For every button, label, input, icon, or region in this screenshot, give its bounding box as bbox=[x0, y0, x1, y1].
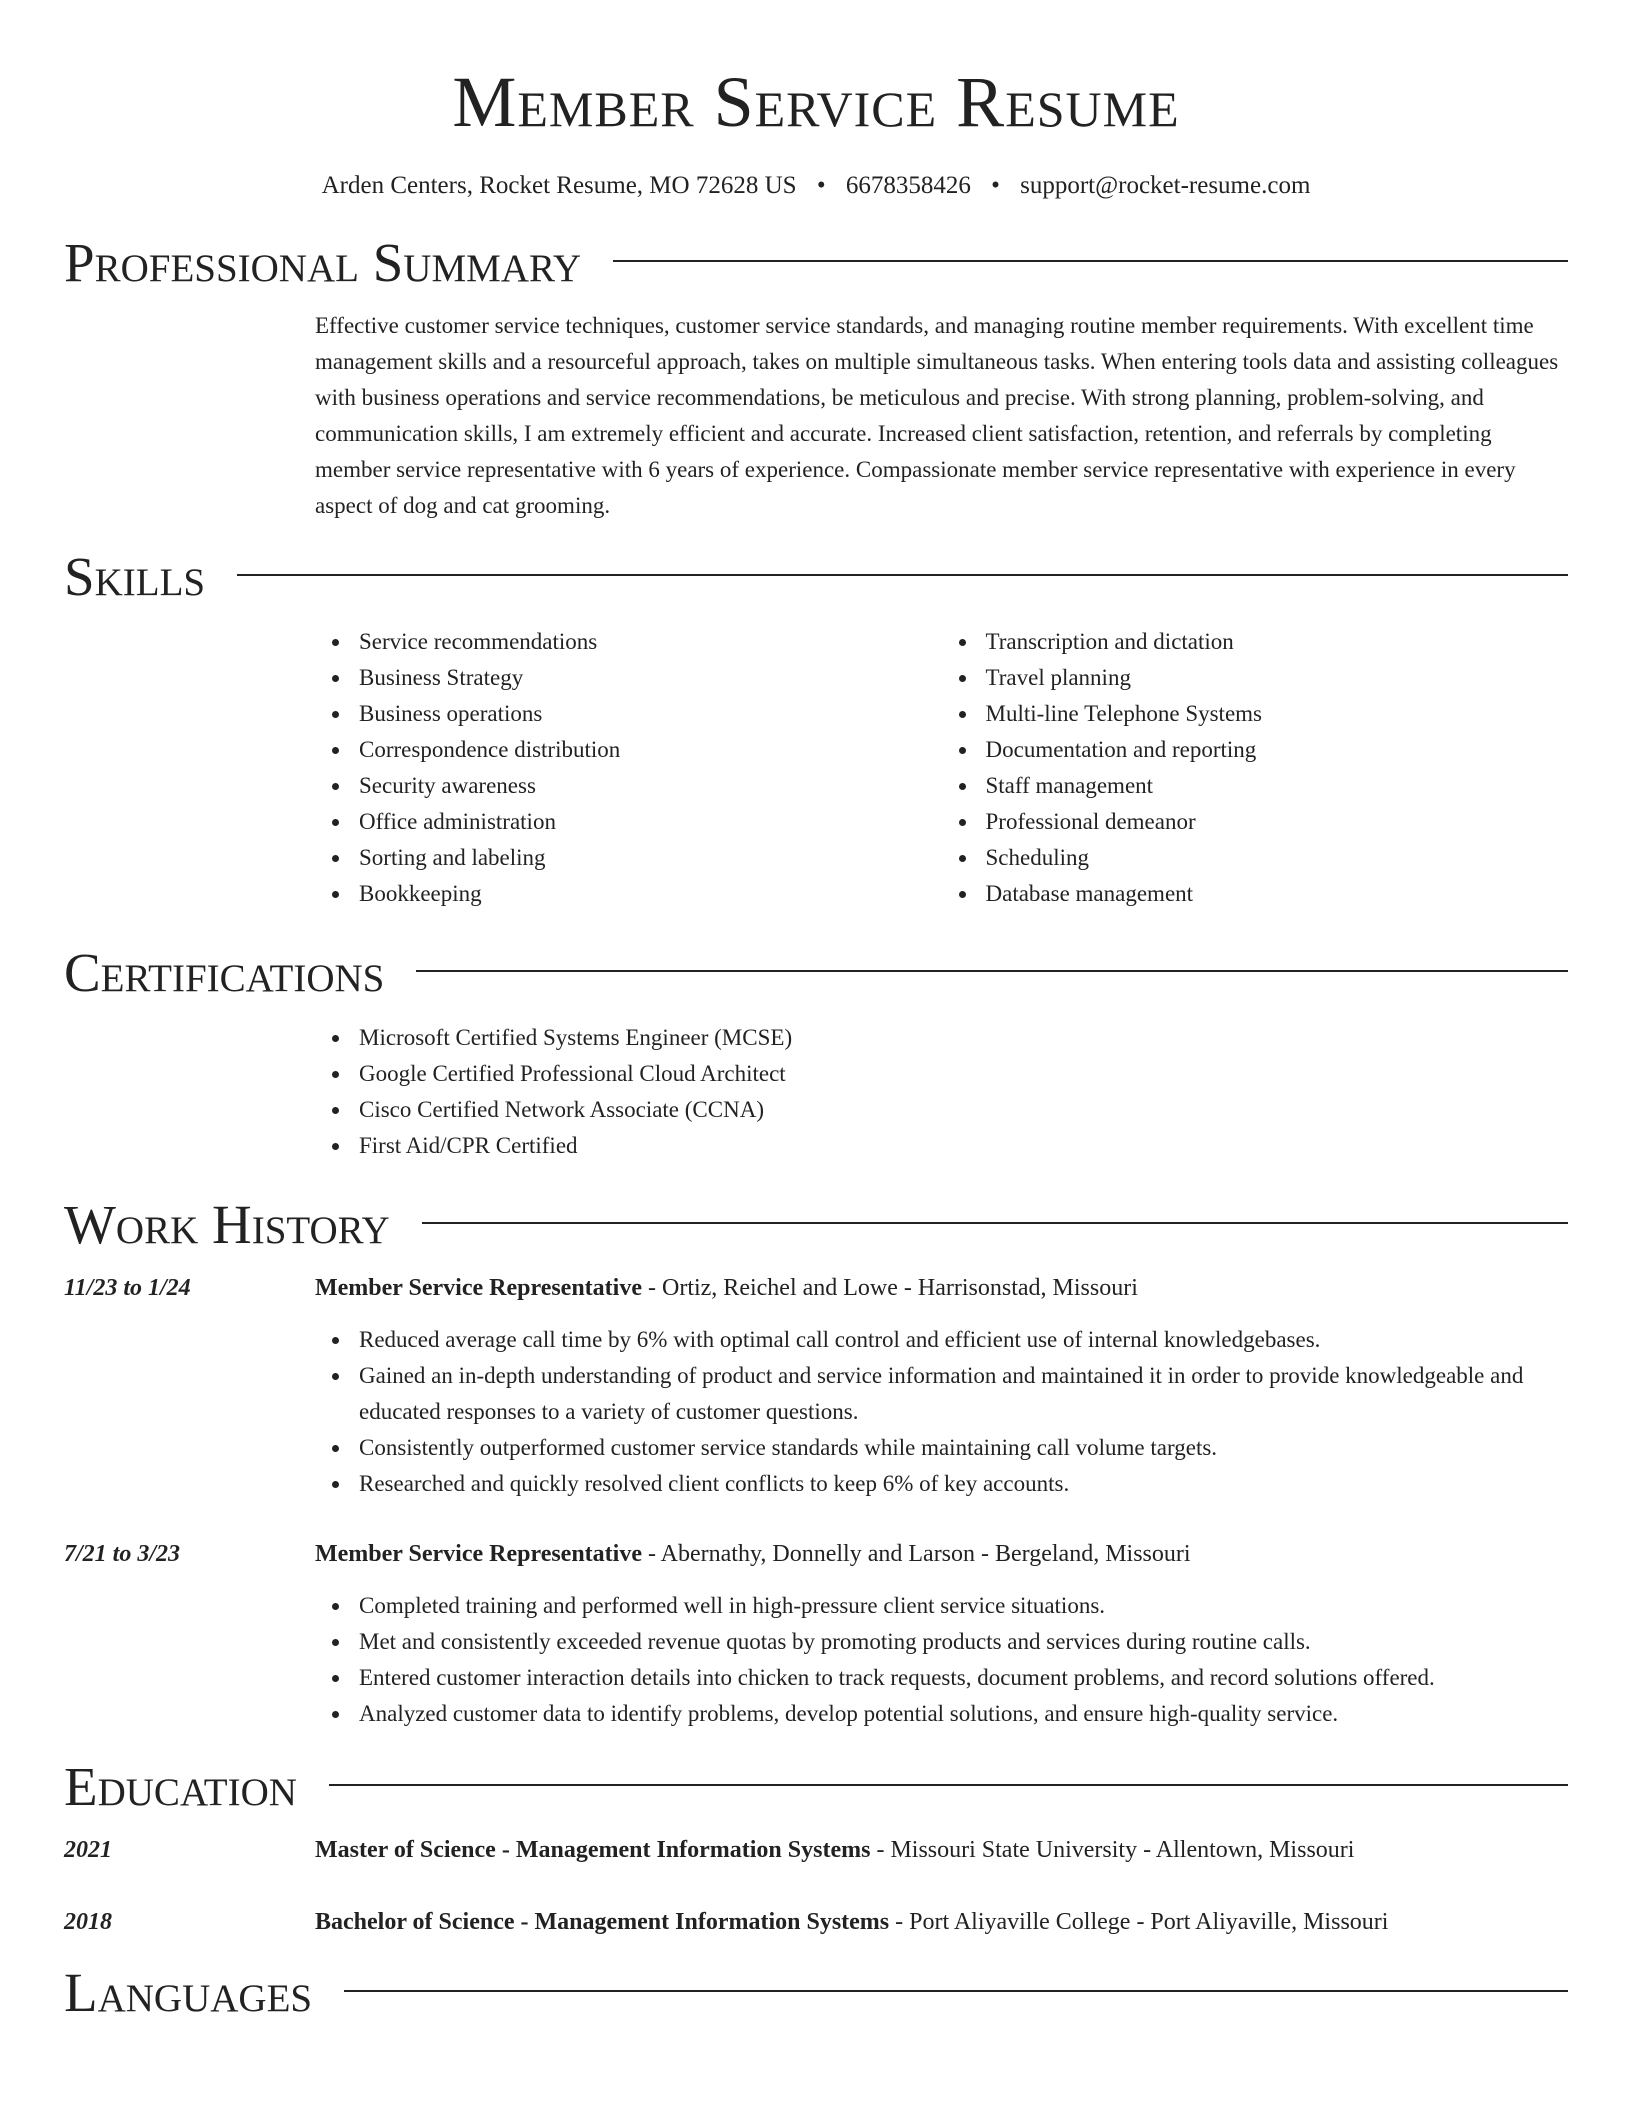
job-bullet: Analyzed customer data to identify problems, develop potential solutions, and ensure high-quality service. bbox=[359, 1696, 1568, 1732]
contact-line bbox=[64, 170, 1568, 202]
contact-address: Arden Centers, Rocket Resume, MO 72628 US bbox=[321, 172, 797, 199]
job-bullet: Met and consistently exceeded revenue quotas by promoting products and services during routine calls. bbox=[359, 1624, 1568, 1660]
job-dates: 11/23 to 1/24 bbox=[64, 1275, 191, 1301]
job-header bbox=[64, 1536, 1568, 1572]
job-entry bbox=[64, 1270, 1568, 1502]
education-detail bbox=[315, 1832, 1354, 1868]
job-employer: - Ortiz, Reichel and Lowe - Harrisonstad, Missouri bbox=[642, 1275, 1138, 1301]
section-divider bbox=[613, 260, 1568, 262]
work-history-list bbox=[64, 1270, 1568, 1732]
skill-item: Staff management bbox=[986, 768, 1569, 804]
skill-item: Professional demeanor bbox=[986, 804, 1569, 840]
job-bullets bbox=[315, 1322, 1568, 1502]
certifications-block bbox=[315, 1020, 1568, 1164]
section-divider bbox=[329, 1784, 1568, 1786]
section-title: Certifications bbox=[64, 942, 385, 1003]
resume-page bbox=[64, 0, 1568, 2024]
section-title: Education bbox=[64, 1756, 297, 1817]
education-degree: Bachelor of Science - Management Information Systems bbox=[315, 1909, 890, 1935]
certification-item: First Aid/CPR Certified bbox=[359, 1128, 1568, 1164]
section-certifications-heading bbox=[64, 942, 1568, 1004]
skill-item: Security awareness bbox=[359, 768, 942, 804]
skill-item: Database management bbox=[986, 876, 1569, 912]
skill-item: Multi-line Telephone Systems bbox=[986, 696, 1569, 732]
job-title-line bbox=[315, 1270, 1138, 1306]
job-bullet: Researched and quickly resolved client conflicts to keep 6% of key accounts. bbox=[359, 1466, 1568, 1502]
education-detail bbox=[315, 1904, 1388, 1940]
skill-item: Correspondence distribution bbox=[359, 732, 942, 768]
section-divider bbox=[416, 970, 1568, 972]
skills-columns bbox=[315, 624, 1568, 912]
job-bullet: Entered customer interaction details into chicken to track requests, document problems, and record solutions offered. bbox=[359, 1660, 1568, 1696]
job-header bbox=[64, 1270, 1568, 1306]
section-work-heading bbox=[64, 1194, 1568, 1256]
contact-separator: • bbox=[816, 172, 826, 199]
job-role: Member Service Representative bbox=[315, 1275, 642, 1301]
contact-email: support@rocket-resume.com bbox=[1020, 172, 1311, 199]
section-title: Skills bbox=[64, 546, 206, 607]
section-summary-heading bbox=[64, 232, 1568, 294]
job-bullet: Completed training and performed well in high-pressure client service situations. bbox=[359, 1588, 1568, 1624]
job-employer: - Abernathy, Donnelly and Larson - Bergeland, Missouri bbox=[642, 1541, 1191, 1567]
education-school: - Missouri State University - Allentown, Missouri bbox=[870, 1837, 1355, 1863]
skill-item: Sorting and labeling bbox=[359, 840, 942, 876]
summary-text: Effective customer service techniques, customer service standards, and managing routine member requirements. With excellent time management skills and a resourceful approach, takes on multiple simultaneous tasks. When entering tools data and assisting colleagues with business operations and service recommendations, be meticulous and precise. With strong planning, problem-solving, and communication skills, I am extremely efficient and accurate. Increased client satisfaction, retention, and referrals by completing member service representative with 6 years of experience. Compassionate member service representative with experience in every aspect of dog and cat grooming. bbox=[315, 313, 1559, 518]
section-title: Professional Summary bbox=[64, 232, 582, 293]
skills-list-right bbox=[942, 624, 1569, 912]
education-degree: Master of Science - Management Information Systems bbox=[315, 1837, 871, 1863]
skill-item: Service recommendations bbox=[359, 624, 942, 660]
section-title: Languages bbox=[64, 1962, 313, 2023]
job-entry bbox=[64, 1536, 1568, 1732]
skill-item: Transcription and dictation bbox=[986, 624, 1569, 660]
skill-item: Business Strategy bbox=[359, 660, 942, 696]
certification-item: Cisco Certified Network Associate (CCNA) bbox=[359, 1092, 1568, 1128]
section-divider bbox=[344, 1990, 1568, 1992]
job-dates: 7/21 to 3/23 bbox=[64, 1541, 181, 1567]
job-title-line bbox=[315, 1536, 1191, 1572]
certification-item: Microsoft Certified Systems Engineer (MCSE) bbox=[359, 1020, 1568, 1056]
skill-item: Documentation and reporting bbox=[986, 732, 1569, 768]
contact-separator: • bbox=[991, 172, 1000, 199]
education-entry bbox=[64, 1904, 1568, 1940]
section-divider bbox=[237, 574, 1568, 576]
resume-title: Member Service Resume bbox=[452, 62, 1180, 142]
skills-list-left bbox=[315, 624, 942, 912]
job-bullet: Consistently outperformed customer service standards while maintaining call volume targets. bbox=[359, 1430, 1568, 1466]
certifications-list bbox=[315, 1020, 1568, 1164]
education-year: 2021 bbox=[64, 1837, 112, 1863]
skill-item: Travel planning bbox=[986, 660, 1569, 696]
section-divider bbox=[422, 1222, 1568, 1224]
section-languages-heading bbox=[64, 1962, 1568, 2024]
section-education-heading bbox=[64, 1756, 1568, 1818]
skill-item: Office administration bbox=[359, 804, 942, 840]
education-list bbox=[64, 1832, 1568, 1940]
job-role: Member Service Representative bbox=[315, 1541, 642, 1567]
education-school: - Port Aliyaville College - Port Aliyaville, Missouri bbox=[889, 1909, 1389, 1935]
section-skills-heading bbox=[64, 546, 1568, 608]
skill-item: Bookkeeping bbox=[359, 876, 942, 912]
education-year: 2018 bbox=[64, 1909, 112, 1935]
education-entry bbox=[64, 1832, 1568, 1868]
section-title: Work History bbox=[64, 1194, 390, 1255]
skill-item: Business operations bbox=[359, 696, 942, 732]
contact-phone: 6678358426 bbox=[845, 172, 971, 199]
job-bullets bbox=[315, 1588, 1568, 1732]
job-bullet: Gained an in-depth understanding of product and service information and maintained it in order to provide knowledgeable and educated responses to a variety of customer questions. bbox=[359, 1358, 1568, 1430]
skill-item: Scheduling bbox=[986, 840, 1569, 876]
job-bullet: Reduced average call time by 6% with optimal call control and efficient use of internal knowledgebases. bbox=[359, 1322, 1568, 1358]
certification-item: Google Certified Professional Cloud Architect bbox=[359, 1056, 1568, 1092]
